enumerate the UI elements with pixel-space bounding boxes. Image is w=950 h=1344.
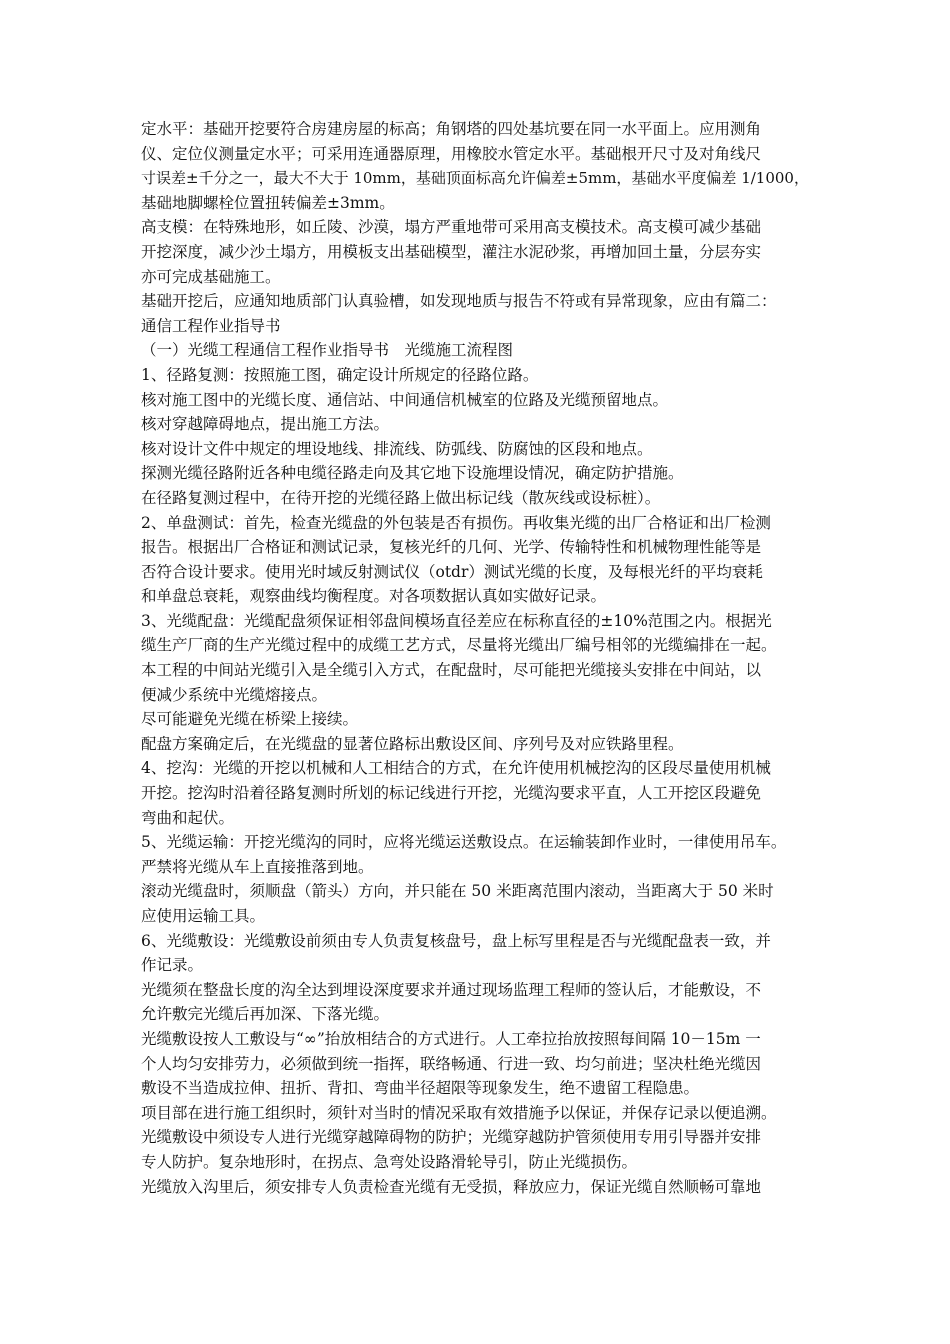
document-body xyxy=(141,117,811,1199)
text-line: 4、挖沟：光缆的开挖以机械和人工相结合的方式，在允许使用机械挖沟的区段尽量使用机械 xyxy=(141,759,771,778)
text-line: 核对设计文件中规定的埋设地线、排流线、防弧线、防腐蚀的区段和地点。 xyxy=(141,439,653,458)
text-line: 仪、定位仪测量定水平；可采用连通器原理，用橡胶水管定水平。基础根开尺寸及对角线尺 xyxy=(141,144,762,163)
text-line: 敷设不当造成拉伸、扭折、背扣、弯曲半径超限等现象发生，绝不遗留工程隐患。 xyxy=(141,1079,700,1098)
text-line: 本工程的中间站光缆引入是全缆引入方式，在配盘时，尽可能把光缆接头安排在中间站，以 xyxy=(141,661,762,680)
text-line: 光缆须在整盘长度的沟全达到埋设深度要求并通过现场监理工程师的签认后，才能敷设，不 xyxy=(141,980,762,999)
text-line: 探测光缆径路附近各种电缆径路走向及其它地下设施埋设情况，确定防护措施。 xyxy=(141,464,684,483)
text-line: 开挖。挖沟时沿着径路复测时所划的标记线进行开挖，光缆沟要求平直，人工开挖区段避免 xyxy=(141,784,762,803)
text-line: 核对施工图中的光缆长度、通信站、中间通信机械室的位路及光缆预留地点。 xyxy=(141,390,669,409)
text-line: 缆生产厂商的生产光缆过程中的成缆工艺方式，尽量将光缆出厂编号相邻的光缆编排在一起。 xyxy=(141,636,777,655)
text-line: （一）光缆工程通信工程作业指导书 光缆施工流程图 xyxy=(141,341,514,360)
text-line: 亦可完成基础施工。 xyxy=(141,267,281,286)
text-line: 光缆放入沟里后，须安排专人负责检查光缆有无受损，释放应力，保证光缆自然顺畅可靠地 xyxy=(141,1177,762,1196)
text-line: 寸误差±千分之一，最大不大于 10mm，基础顶面标高允许偏差±5mm，基础水平度偏差 1/1000， xyxy=(141,169,809,188)
text-line: 配盘方案确定后，在光缆盘的显著位路标出敷设区间、序列号及对应铁路里程。 xyxy=(141,734,684,753)
text-line: 和单盘总衰耗，观察曲线均衡程度。对各项数据认真如实做好记录。 xyxy=(141,587,607,606)
text-line: 1、径路复测：按照施工图，确定设计所规定的径路位路。 xyxy=(141,365,539,384)
text-line: 3、光缆配盘：光缆配盘须保证相邻盘间模场直径差应在标称直径的±10%范围之内。根据光 xyxy=(141,611,772,630)
text-line: 报告。根据出厂合格证和测试记录，复核光纤的几何、光学、传输特性和机械物理性能等是 xyxy=(141,538,762,557)
text-line: 核对穿越障碍地点，提出施工方法。 xyxy=(141,415,390,434)
text-line: 个人均匀安排劳力，必须做到统一指挥，联络畅通、行进一致、均匀前进；坚决杜绝光缆因 xyxy=(141,1054,762,1073)
text-line: 基础开挖后，应通知地质部门认真验槽，如发现地质与报告不符或有异常现象，应由有篇二： xyxy=(141,292,777,311)
text-line: 弯曲和起伏。 xyxy=(141,808,235,827)
text-line: 项目部在进行施工组织时，须针对当时的情况采取有效措施予以保证，并保存记录以便追溯。 xyxy=(141,1103,777,1122)
text-line: 6、光缆敷设：光缆敷设前须由专人负责复核盘号，盘上标写里程是否与光缆配盘表一致，并 xyxy=(141,931,771,950)
text-line: 专人防护。复杂地形时，在拐点、急弯处设路滑轮导引，防止光缆损伤。 xyxy=(141,1152,638,1171)
text-line: 5、光缆运输：开挖光缆沟的同时，应将光缆运送敷设点。在运输装卸作业时，一律使用吊车。 xyxy=(141,833,787,852)
text-line: 高支模：在特殊地形，如丘陵、沙漠，塌方严重地带可采用高支模技术。高支模可减少基础 xyxy=(141,218,762,237)
text-line: 2、单盘测试：首先，检查光缆盘的外包装是否有损伤。再收集光缆的出厂合格证和出厂检测 xyxy=(141,513,771,532)
text-line: 在径路复测过程中，在待开挖的光缆径路上做出标记线（散灰线或设标桩）。 xyxy=(141,488,661,507)
text-line: 否符合设计要求。使用光时域反射测试仪（otdr）测试光缆的长度，及每根光纤的平均衰耗 xyxy=(141,562,763,581)
text-line: 光缆敷设按人工敷设与“∞”抬放相结合的方式进行。人工牵拉抬放按照每间隔 10－15m 一 xyxy=(141,1029,761,1048)
text-line: 定水平：基础开挖要符合房建房屋的标高；角钢塔的四处基坑要在同一水平面上。应用测角 xyxy=(141,120,762,138)
text-line: 通信工程作业指导书 xyxy=(141,316,281,335)
text-line: 允许敷完光缆后再加深、下落光缆。 xyxy=(141,1005,390,1024)
text-line: 严禁将光缆从车上直接推落到地。 xyxy=(141,857,374,876)
text-line: 便减少系统中光缆熔接点。 xyxy=(141,685,328,704)
text-line: 尽可能避免光缆在桥梁上接续。 xyxy=(141,710,359,729)
text-line: 开挖深度，减少沙土塌方，用模板支出基础模型，灌注水泥砂浆，再增加回土量，分层夯实 xyxy=(141,242,762,261)
text-line: 光缆敷设中须设专人进行光缆穿越障碍物的防护；光缆穿越防护管须使用专用引导器并安排 xyxy=(141,1128,762,1147)
text-line: 应使用运输工具。 xyxy=(141,907,266,925)
text-line: 滚动光缆盘时，须顺盘（箭头）方向，并只能在 50 米距离范围内滚动，当距离大于 50 米时 xyxy=(141,882,774,901)
text-line: 基础地脚螺栓位置扭转偏差±3mm。 xyxy=(141,193,395,212)
text-line: 作记录。 xyxy=(141,956,204,975)
